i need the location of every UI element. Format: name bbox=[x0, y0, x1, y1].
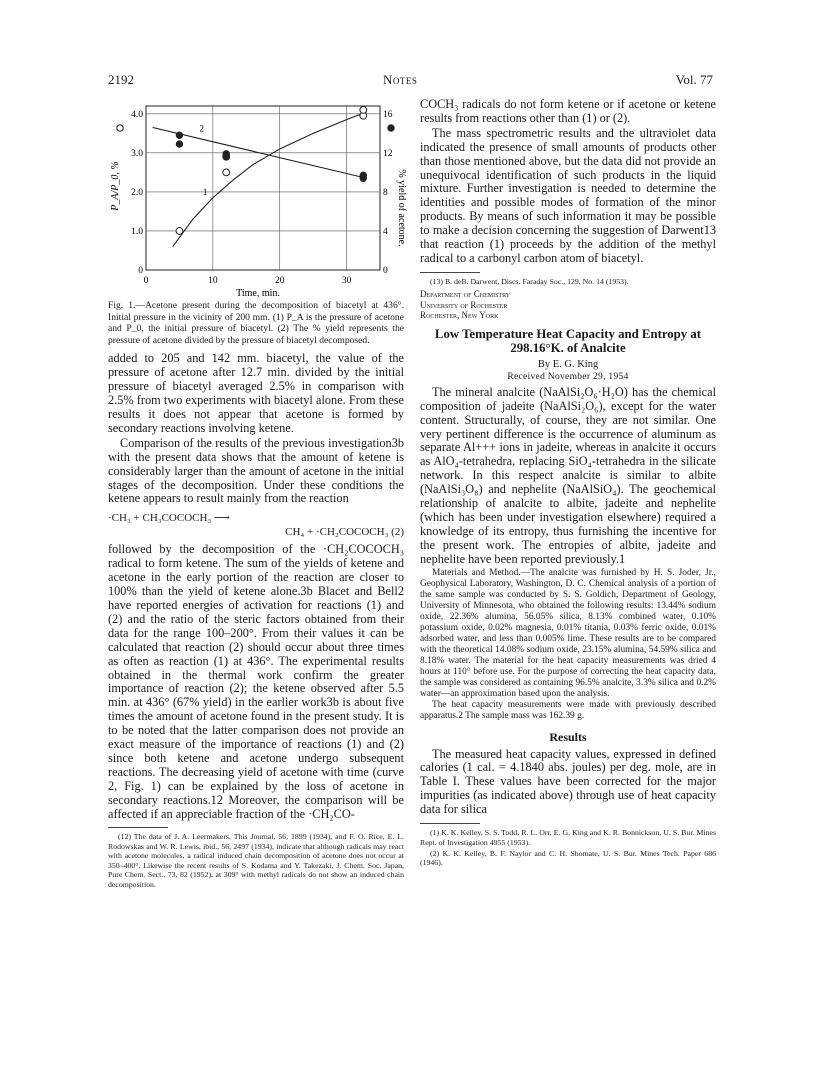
paragraph: COCH₃ radicals do not form ketene or if acetone or ketene results from reactions other than (1) or (2). bbox=[420, 97, 716, 125]
footnote-rule bbox=[420, 272, 480, 273]
y-left-tick-label: 2.0 bbox=[131, 187, 143, 198]
footnote-rule bbox=[420, 823, 480, 824]
paragraph: The measured heat capacity values, expressed in defined calories (1 cal. = 4.1840 abs. joules) per deg. mole, are in Table I. These values have been corrected for the major impurities (as indicated above) through use of heat capacity data for silica bbox=[420, 746, 716, 817]
affiliation bbox=[420, 289, 716, 321]
curve-1-label: 1 bbox=[202, 186, 208, 197]
paragraph: The mineral analcite (NaAlSi₂O₆·H₂O) has the chemical composition of jadeite (NaAlSi₂O₆), except for the water content. Structurally, of course, they are not similar. One very pertinent difference is the occurrence of aluminum as separate Al+++ ions in jadeite, whereas in analcite it occurs as AlO₄-tetrahedra, replacing SiO₄-tetrahedra in the silicate network. In this respect analcite is similar to albite (NaAlSi₃O₈) and nephelite (NaAlSiO₄). The geochemical relationship of analcite to albite, jadeite and nephelite (which has been under investigation elsewhere) required a knowledge of its entropy, thus furnishing the incentive for the present work. The entropies of albite, jadeite and nephelite have been reported previously.1 bbox=[420, 384, 716, 566]
data-point-series-1 bbox=[360, 107, 367, 114]
equation-line: ·CH₃ + CH₃COCOCH₃ ⟶ bbox=[108, 512, 230, 525]
section-heading: Results bbox=[549, 729, 587, 744]
y-left-tick-label: 1.0 bbox=[131, 226, 143, 237]
x-tick-label: 10 bbox=[208, 276, 218, 286]
curve-2-label: 2 bbox=[199, 123, 204, 134]
equation-line: CH₄ + ·CH₂COCOCH₃ (2) bbox=[285, 526, 404, 539]
x-tick-label: 30 bbox=[341, 276, 352, 286]
x-axis-label: Time, min. bbox=[236, 288, 280, 299]
y-right-tick-label: 4 bbox=[383, 226, 388, 237]
materials-paragraph: Materials and Method.—The analcite was furnished by H. S. Joder, Jr., Geophysical Laboratory, Washington, D. C. Chemical analysis of a portion of the same sample was conducted by S. S. Goldich, Department of Geology, University of Minnesota, who obtained the following results: 13.44% sodium oxide, 22.36% alumina, 56.05% silica, 8.13% combined water, 0.10% potassium oxide, 0.02% magnesia, 0.01% titania, 0.03% ferric oxide, 0.01% adsorbed water, and less than 0.005% lime. These results are to be compared with the theoretical 14.08% sodium oxide, 23.15% alumina, 54.59% silica and 8.18% water. The material for the heat capacity measurements was dried 4 hours at 110° before use. For the purpose of correcting the heat capacity data, the sample was considered as containing 96.5% analcite, 3.3% silica and 0.2% water—an approximation based upon the analysis. bbox=[420, 567, 716, 699]
running-header: Notes bbox=[383, 72, 418, 87]
y-right-tick-label: 16 bbox=[383, 109, 393, 120]
footnote-rule bbox=[108, 827, 168, 828]
y-right-tick-label: 0 bbox=[383, 266, 388, 276]
byline: By E. G. King bbox=[537, 358, 599, 370]
left-column bbox=[108, 98, 407, 891]
x-tick-label: 20 bbox=[274, 276, 285, 286]
right-column bbox=[420, 98, 716, 870]
data-point-series-1 bbox=[223, 169, 230, 176]
y-axis-left-label: P_A/P_0, % bbox=[110, 161, 121, 211]
page-number: 2192 bbox=[108, 72, 134, 87]
data-point-series-2 bbox=[176, 141, 182, 147]
y-right-tick-label: 8 bbox=[383, 187, 388, 198]
footnote-12: (12) The data of J. A. Leermakers, This Journal, 56, 1899 (1934), and F. O. Rice, E. L. Rodowskas and W. R. Lewis, ibid., 56, 2497 (1934), indicate that although radicals may react with acetone molecules, a radical induced chain decomposition of acetone does not occur at 350–400°. Likewise the recent results of S. Kodama and Y. Takezaki, J. Chem. Soc. Japan, Pure Chem. Sect., 73, 82 (1952), at 309° with methyl radicals do not show an induced chain decomposition. bbox=[108, 832, 404, 889]
x-tick-label: 0 bbox=[143, 276, 149, 286]
data-point-series-2 bbox=[223, 154, 229, 160]
materials-paragraph: The heat capacity measurements were made with previously described apparatus.2 The sample mass was 162.39 g. bbox=[420, 699, 716, 721]
affiliation-line: Department of Chemistry bbox=[420, 289, 511, 300]
footnote-2: (2) K. K. Kelley, B. F. Naylor and C. H. Shomate, U. S. Bur. Mines Tech. Paper 686 (1946). bbox=[420, 848, 716, 868]
footnote-13: (13) B. deB. Darwent, Discs. Faraday Soc., 129, No. 14 (1953). bbox=[430, 276, 629, 286]
legend-marker-open bbox=[117, 125, 123, 131]
article-title: Low Temperature Heat Capacity and Entropy at 298.16°K. of Analcite bbox=[434, 326, 702, 355]
affiliation-line: Rochester, New York bbox=[420, 310, 499, 321]
acetone-yield-chart bbox=[108, 98, 407, 299]
affiliation-line: University of Rochester bbox=[420, 299, 508, 310]
figure-caption: Fig. 1.—Acetone present during the decomposition of biacetyl at 436°. Initial pressure in the vicinity of 200 mm. (1) P_A is the pressure of acetone and P_0, the initial pressure of biacetyl. (2) The % yield represents the pressure of acetone divided by the pressure of biacetyl decomposed. bbox=[108, 300, 404, 346]
y-axis-right-label: % yield of acetone. bbox=[396, 169, 407, 247]
paragraph: added to 205 and 142 mm. biacetyl, the value of the pressure of acetone after 12.7 min. divided by the initial pressure of biacetyl averaged 2.5% in comparison with 2.5% from two experiments with biacetyl alone. From these results it does not appear that acetone is formed by secondary reactions involving ketene. bbox=[108, 351, 404, 435]
paragraph: followed by the decomposition of the ·CH₂COCOCH₃ radical to form ketene. The sum of the yields of ketene and acetone in the early portion of the reaction are closer to 100% than the yield of ketene alone.3b Blacet and Bell2 have reported energies of activation for reactions (1) and (2) and the ratio of the steric factors obtained from their data for the range 100–200°. From their values it can be calculated that reaction (2) should occur about three times as often as reaction (1) at 436°. The experimental results obtained in the thermal work confirm the greater importance of reaction (2); the ketene observed after 5.5 min. at 436° (67% yield) in the earlier work3b is about five times the amount of acetone found in the present study. It is to be noted that the latter comparison does not provide an exact measure of the importance of reactions (1) and (2) since both ketene and acetone undergo subsequent reactions. The decreasing yield of acetone with time (curve 2, Fig. 1) can be explained by the loss of acetone in secondary reactions.12 Moreover, the comparison will be affected if an appreciable fraction of the ·CH₂CO- bbox=[108, 542, 404, 821]
footnote-1: (1) K. K. Kelley, S. S. Todd, R. L. Orr, E. G. King and K. R. Bonnickson, U. S. Bur. Mines Rept. of Investigation 4955 (1953). bbox=[420, 828, 716, 847]
y-right-tick-label: 12 bbox=[383, 148, 393, 159]
y-left-tick-label: 4.0 bbox=[131, 109, 143, 120]
paragraph: The mass spectrometric results and the ultraviolet data indicated the presence of small amounts of products other than those mentioned above, but the data did not provide an unequivocal identification of such products in the liquid mixture. Further investigation is needed to determine the identities and possible modes of formation of the minor products. By means of such information it may be possible to make a decision concerning the suggestion of Darwent13 that reaction (1) proceeds by the addition of the methyl radical to a carbonyl carbon atom of biacetyl. bbox=[420, 125, 716, 265]
plot-frame bbox=[146, 106, 380, 270]
data-point-series-2 bbox=[360, 175, 366, 181]
paragraph: Comparison of the results of the previous investigation3b with the present data shows that the amount of ketene is considerably larger than the amount of acetone in the initial stages of the decomposition. Under these conditions the ketene appears to result mainly from the reaction bbox=[108, 435, 404, 506]
volume-label: Vol. 77 bbox=[675, 72, 713, 87]
received-date: Received November 29, 1954 bbox=[507, 371, 629, 382]
y-left-tick-label: 3.0 bbox=[131, 148, 143, 159]
figure-1 bbox=[108, 98, 407, 299]
y-left-tick-label: 0 bbox=[138, 266, 143, 276]
data-point-series-1 bbox=[176, 228, 183, 235]
data-point-series-2 bbox=[176, 132, 182, 138]
legend-marker-filled bbox=[388, 125, 394, 131]
